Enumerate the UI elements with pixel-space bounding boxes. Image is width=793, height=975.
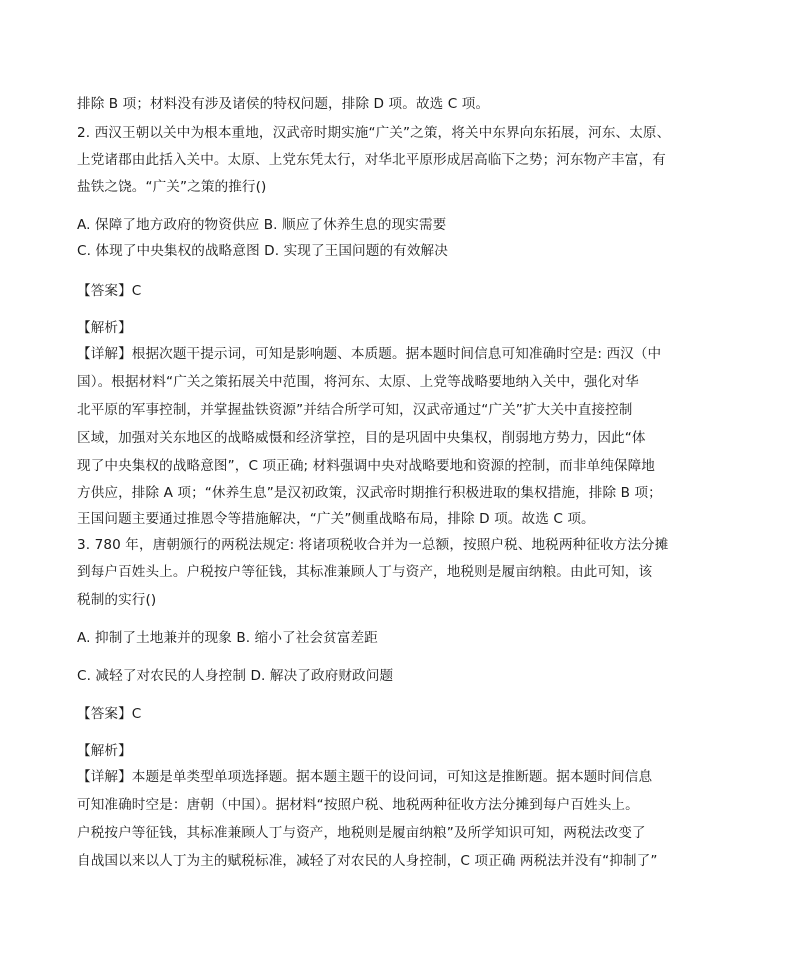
- analysis-text: 现了中央集权的战略意图”，C 项正确; 材料强调中央对战略要地和资源的控制，而非单纯保障地: [77, 458, 656, 474]
- answer-label: 【答案】C: [77, 283, 142, 299]
- question-2-stem: 盐铁之饶。“广关”之策的推行(): [77, 179, 267, 195]
- analysis-text: 【详解】本题是单类型单项选择题。据本题主题干的设问词，可知这是推断题。据本题时间信息: [77, 769, 653, 785]
- analysis-text: 北平原的军事控制，并掌握盐铁资源”并结合所学可知，汉武帝通过“广关”扩大关中直接控制: [77, 402, 633, 418]
- question-3-options: C. 减轻了对农民的人身控制 D. 解决了政府财政问题: [77, 668, 394, 684]
- question-2-stem: 上党诸郡由此括入关中。太原、上党东凭太行，对华北平原形成居高临下之势；河东物产丰富，有: [77, 152, 666, 168]
- question-3-stem: 到每户百姓头上。户税按户等征钱，其标准兼顾人丁与资产，地税则是履亩纳粮。由此可知，该: [77, 564, 653, 580]
- analysis-text: 【详解】根据次题干提示词，可知是影响题、本质题。据本题时间信息可知准确时空是: 西汉（中: [77, 346, 662, 362]
- answer-label: 【答案】C: [77, 706, 142, 722]
- analysis-text: 国）。根据材料“广关之策拓展关中范围，将河东、太原、上党等战略要地纳入关中，强化对华: [77, 374, 639, 390]
- question-2-stem: 2. 西汉王朝以关中为根本重地，汉武帝时期实施“广关”之策，将关中东界向东拓展，河东、太原、: [77, 125, 671, 141]
- analysis-text: 可知准确时空是：唐朝（中国）。据材料“按照户税、地税两种征收方法分摊到每户百姓头上。: [77, 797, 639, 813]
- question-3-options: A. 抑制了土地兼并的现象 B. 缩小了社会贫富差距: [77, 630, 378, 646]
- analysis-text: 方供应，排除 A 项；“休养生息”是汉初政策，汉武帝时期推行积极进取的集权措施，排除 B 项；: [77, 485, 662, 501]
- analysis-text: 区域，加强对关东地区的战略威慑和经济掌控，目的是巩固中央集权，削弱地方势力，因此“体: [77, 430, 646, 446]
- analysis-label: 【解析】: [77, 320, 132, 336]
- text-line: 排除 B 项；材料没有涉及诸侯的特权问题，排除 D 项。故选 C 项。: [77, 96, 490, 112]
- question-2-options: A. 保障了地方政府的物资供应 B. 顺应了休养生息的现实需要: [77, 217, 447, 233]
- question-2-options: C. 体现了中央集权的战略意图 D. 实现了王国问题的有效解决: [77, 243, 448, 259]
- analysis-text: 自战国以来以人丁为主的赋税标准，减轻了对农民的人身控制，C 项正确 两税法并没有“抑制了”: [77, 853, 658, 869]
- analysis-text: 王国问题主要通过推恩令等措施解决，“广关”侧重战略布局，排除 D 项。故选 C 项。: [77, 511, 595, 527]
- question-3-stem: 税制的实行(): [77, 592, 157, 608]
- analysis-label: 【解析】: [77, 743, 132, 759]
- analysis-text: 户税按户等征钱，其标准兼顾人丁与资产，地税则是履亩纳粮”及所学知识可知，两税法改变了: [77, 825, 646, 841]
- question-3-stem: 3. 780 年，唐朝颁行的两税法规定: 将诸项税收合并为一总额，按照户税、地税两种征收方法分摊: [77, 537, 669, 553]
